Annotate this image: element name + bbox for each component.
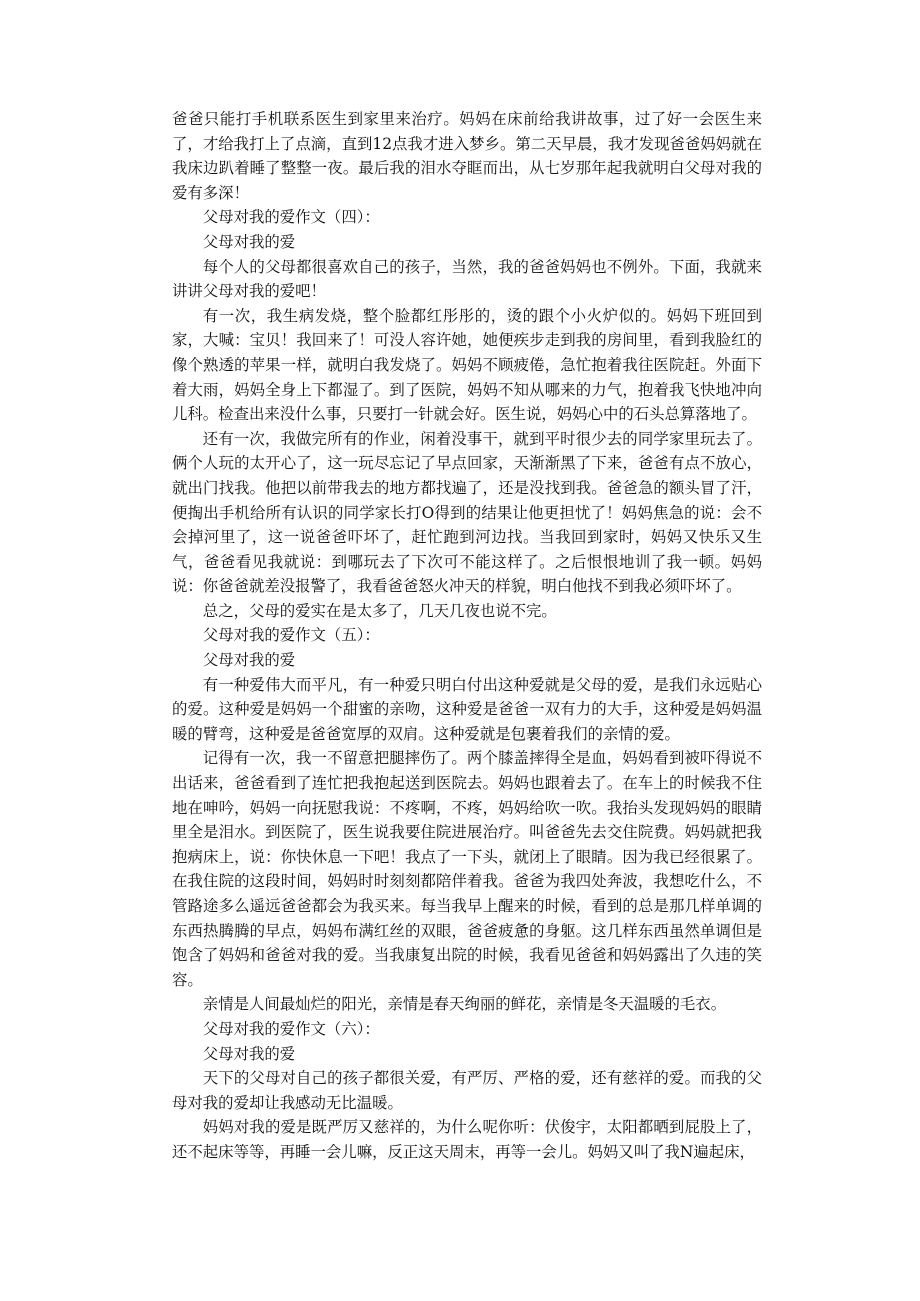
paragraph: 有一次，我生病发烧，整个脸都红彤彤的，烫的跟个小火炉似的。妈妈下班回到家，大喊：宝贝！我回来了！可没人容许她，她便疾步走到我的房间里，看到我脸红的像个熟透的苹果一样，就明白我发烧了。妈妈不顾疲倦，急忙抱着我往医院赶。外面下着大雨，妈妈全身上下都湿了。到了医院，妈妈不知从哪来的力气，抱着我飞快地冲向儿科。检查出来没什么事，只要打一针就会好。医生说，妈妈心中的石头总算落地了。 <box>172 306 762 424</box>
section-heading-5: 父母对我的爱作文（五）： <box>202 626 380 645</box>
section-heading-6: 父母对我的爱作文（六）： <box>202 1019 380 1038</box>
paragraph: 妈妈对我的爱是既严厉又慈祥的，为什么呢你听：伏俊宇，太阳都晒到屁股上了，还不起床等等，再睡一会儿嘛，反正这天周末，再等一会儿。妈妈又叫了我N遍起床， <box>172 1118 762 1161</box>
paragraph: 天下的父母对自己的孩子都很关爱，有严厉、严格的爱，还有慈祥的爱。而我的父母对我的爱却让我感动无比温暖。 <box>172 1069 762 1112</box>
paragraph: 每个人的父母都很喜欢自己的孩子，当然，我的爸爸妈妈也不例外。下面，我就来讲讲父母对我的爱吧！ <box>172 257 762 301</box>
document-page <box>172 107 762 1165</box>
paragraph: 记得有一次，我一不留意把腿摔伤了。两个膝盖摔得全是血，妈妈看到被吓得说不出话来，爸爸看到了连忙把我抱起送到医院去。妈妈也跟着去了。在车上的时候我不住地在呻吟，妈妈一向抚慰我说：不疼啊，不疼，妈妈给吹一吹。我抬头发现妈妈的眼睛里全是泪水。到医院了，医生说我要住院进展治疗。叫爸爸先去交住院费。妈妈就把我抱病床上，说：你快休息一下吧！我点了一下头，就闭上了眼睛。因为我已经很累了。在我住院的这段时间，妈妈时时刻刻都陪伴着我。爸爸为我四处奔波，我想吃什么，不管路途多么遥远爸爸都会为我买来。每当我早上醒来的时候，看到的总是那几样单调的东西热腾腾的早点，妈妈布满红丝的双眼，爸爸疲惫的身躯。这几样东西虽然单调但是饱含了妈妈和爸爸对我的爱。当我康复出院的时候，我看见爸爸和妈妈露出了久违的笑容。 <box>172 749 762 989</box>
paragraph: 还有一次，我做完所有的作业，闲着没事干，就到平时很少去的同学家里玩去了。俩个人玩的太开心了，这一玩尽忘记了早点回家，天渐渐黑了下来，爸爸有点不放心，就出门找我。他把以前带我去的地方都找遍了，还是没找到我。爸爸急的额头冒了汗，便掏出手机给所有认识的同学家长打O得到的结果让他更担忧了！妈妈焦急的说：会不会掉河里了，这一说爸爸吓坏了，赶忙跑到河边找。当我回到家时，妈妈又快乐又生气，爸爸看见我就说：到哪玩去了下次可不能这样了。之后恨恨地训了我一顿。妈妈说：你爸爸就差没报警了，我看爸爸怒火冲天的样貌，明白他找不到我必须吓坏了。 <box>172 429 762 596</box>
paragraph: 亲情是人间最灿烂的阳光，亲情是春天绚丽的鲜花，亲情是冬天温暖的毛衣。 <box>202 995 727 1014</box>
section-subtitle-6: 父母对我的爱 <box>202 1044 296 1063</box>
paragraph-continued: 爸爸只能打手机联系医生到家里来治疗。妈妈在床前给我讲故事，过了好一会医生来了，才给我打上了点滴，直到12点我才进入梦乡。第二天早晨，我才发现爸爸妈妈就在我床边趴着睡了整整一夜。最后我的泪水夺眶而出，从七岁那年起我就明白父母对我的爱有多深！ <box>172 110 762 202</box>
paragraph: 总之，父母的爱实在是太多了，几天几夜也说不完。 <box>202 601 557 620</box>
section-heading-4: 父母对我的爱作文（四）： <box>202 208 380 227</box>
section-subtitle-5: 父母对我的爱 <box>202 651 296 670</box>
paragraph: 有一种爱伟大而平凡，有一种爱只明白付出这种爱就是父母的爱，是我们永远贴心的爱。这种爱是妈妈一个甜蜜的亲吻，这种爱是爸爸一双有力的大手，这种爱是妈妈温暖的臂弯，这种爱是爸爸宽厚的双肩。这种爱就是包裹着我们的亲情的爱。 <box>172 675 762 743</box>
section-subtitle-4: 父母对我的爱 <box>202 232 296 251</box>
